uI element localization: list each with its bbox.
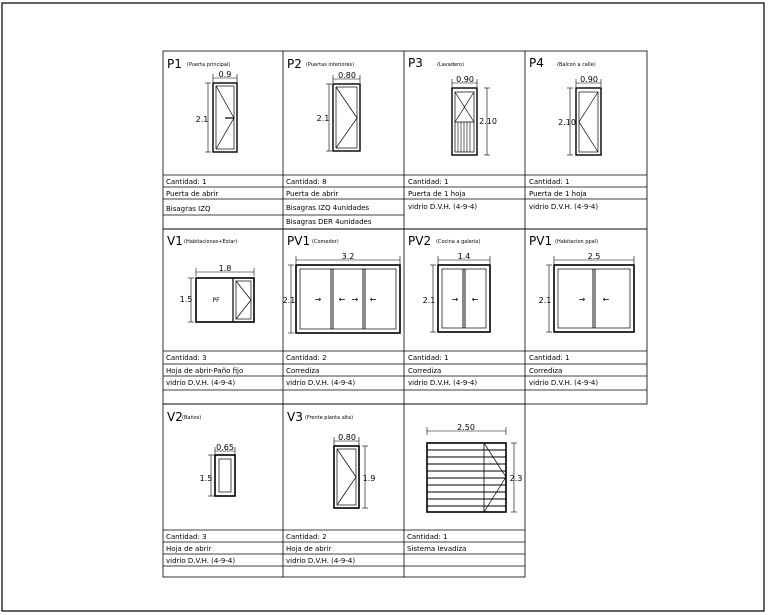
svg-text:←: ← <box>602 295 610 304</box>
spec-quantity: Cantidad: 2 <box>286 354 327 362</box>
spec-quantity: Cantidad: 1 <box>529 354 570 362</box>
spec-type: Puerta de 1 hoja <box>529 190 587 198</box>
cell-code: PV1 <box>529 234 553 248</box>
spec-type: Hoja de abrir <box>166 545 212 553</box>
height-dimension: 2.10 <box>479 117 497 126</box>
door-drawing <box>567 79 601 155</box>
spec-quantity: Cantidad: 3 <box>166 354 207 362</box>
height-dimension: 2.1 <box>316 114 330 123</box>
height-dimension: 2.1 <box>538 296 552 305</box>
window-drawing <box>188 268 254 322</box>
width-dimension: 2.50 <box>457 423 475 432</box>
spec-glass: vidrio D.V.H. (4-9-4) <box>286 379 356 387</box>
cell-description: (Baños) <box>182 415 202 421</box>
cell-description: (Comedor) <box>312 239 339 245</box>
spec-quantity: Cantidad: 1 <box>408 354 449 362</box>
svg-text:←: ← <box>369 295 377 304</box>
cell-code: V2 <box>167 410 183 424</box>
spec-type: Hoja de abrir-Paño fijo <box>166 367 244 375</box>
svg-text:→: → <box>351 295 359 304</box>
cell-description: (Lavadero) <box>437 62 465 68</box>
cell-description: (Cocina a galeria) <box>436 239 481 245</box>
svg-text:→: → <box>314 295 322 304</box>
cell-description: (Habitacion ppal) <box>555 239 599 245</box>
width-dimension: 0.90 <box>580 75 598 84</box>
door-drawing <box>326 75 360 151</box>
cell-description: (Puertas interiores) <box>306 62 355 68</box>
fixed-pane-label: PF <box>212 297 220 304</box>
cell-code: P2 <box>287 57 302 71</box>
width-dimension: 0.80 <box>338 433 356 442</box>
cell-code: V3 <box>287 410 303 424</box>
svg-text:→: → <box>451 295 459 304</box>
height-dimension: 1.5 <box>199 474 213 483</box>
height-dimension: 1.5 <box>179 295 193 304</box>
cell-description: (Puerta principal) <box>187 62 231 68</box>
spec-quantity: Cantidad: 2 <box>286 533 327 541</box>
cell-description: (Frente planta alta) <box>305 415 354 421</box>
spec-type: Sistema levadiza <box>407 545 467 553</box>
width-dimension: 0.65 <box>216 443 234 452</box>
cell-p3 <box>408 56 497 211</box>
sheet-border <box>2 3 764 611</box>
door-drawing <box>205 74 237 152</box>
slide-arrows <box>315 295 377 304</box>
spec-quantity: Cantidad: 1 <box>408 178 449 186</box>
spec-type: Puerta de abrir <box>166 190 219 198</box>
svg-text:→: → <box>578 295 586 304</box>
cell-code: P4 <box>529 56 544 70</box>
height-dimension: 2.1 <box>422 296 436 305</box>
cell-code: P3 <box>408 56 423 70</box>
window-drawing <box>208 447 235 496</box>
spec-glass: vidrio D.V.H. (4-9-4) <box>286 557 356 565</box>
spec-hinges-right: Bisagras DER 4unidades <box>286 218 372 226</box>
width-dimension: 1.4 <box>457 252 471 261</box>
spec-type: Corrediza <box>286 367 320 375</box>
cell-code: V1 <box>167 234 183 248</box>
spec-glass: vidrio D.V.H. (4-9-4) <box>408 203 478 211</box>
width-dimension: 0.80 <box>338 71 356 80</box>
cell-code: PV2 <box>408 234 432 248</box>
spec-quantity: Cantidad: 3 <box>166 533 207 541</box>
cell-description: (Habitaciones+Estar) <box>184 239 238 245</box>
spec-quantity: Cantidad: 1 <box>407 533 448 541</box>
spec-type: Corrediza <box>408 367 442 375</box>
cell-code: P1 <box>167 57 182 71</box>
spec-type: Puerta de 1 hoja <box>408 190 466 198</box>
slide-arrows <box>579 295 610 304</box>
cell-garage-door <box>407 423 522 553</box>
spec-glass: vidrio D.V.H. (4-9-4) <box>166 557 236 565</box>
height-dimension: 1.9 <box>362 474 376 483</box>
spec-type: Puerta de abrir <box>286 190 339 198</box>
cell-p4 <box>529 56 601 211</box>
spec-glass: vidrio D.V.H. (4-9-4) <box>408 379 478 387</box>
width-dimension: 3.2 <box>341 252 355 261</box>
spec-glass: vidrio D.V.H. (4-9-4) <box>529 203 599 211</box>
width-dimension: 0.90 <box>456 75 474 84</box>
height-dimension: 2.1 <box>282 296 296 305</box>
window-drawing <box>334 437 368 508</box>
spec-quantity: Cantidad: 1 <box>529 178 570 186</box>
width-dimension: 0.9 <box>218 70 232 79</box>
tilt-door-drawing <box>427 427 517 512</box>
spec-glass: vidrio D.V.H. (4-9-4) <box>529 379 599 387</box>
spec-glass: vidrio D.V.H. (4-9-4) <box>166 379 236 387</box>
svg-text:←: ← <box>471 295 479 304</box>
cell-description: (Balcon a calle) <box>557 62 596 68</box>
sliding-door-drawing <box>430 256 490 332</box>
spec-hinges-left: Bisagras IZQ 4unidades <box>286 204 370 212</box>
height-dimension: 2.1 <box>195 115 209 124</box>
spec-type: Corrediza <box>529 367 563 375</box>
cell-p1 <box>166 57 237 213</box>
spec-quantity: Cantidad: 8 <box>286 178 327 186</box>
cell-p2 <box>286 57 372 226</box>
spec-hinges: Bisagras IZQ <box>166 205 211 213</box>
width-dimension: 1.8 <box>218 264 232 273</box>
height-dimension: 2.3 <box>509 474 523 483</box>
height-dimension: 2.10 <box>558 118 576 127</box>
schedule-grid <box>163 51 647 577</box>
spec-type: Hoja de abrir <box>286 545 332 553</box>
cell-code: PV1 <box>287 234 311 248</box>
spec-quantity: Cantidad: 1 <box>166 178 207 186</box>
svg-text:←: ← <box>338 295 346 304</box>
sliding-door-drawing <box>546 256 634 332</box>
width-dimension: 2.5 <box>587 252 601 261</box>
